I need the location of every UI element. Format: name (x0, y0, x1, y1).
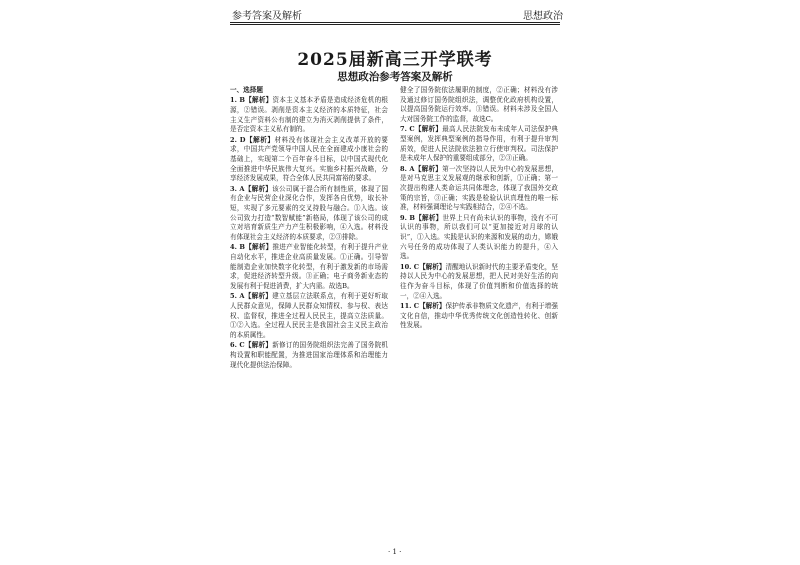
answer-number: 3. A (230, 184, 245, 193)
answer-text: 第一次坚持以人民为中心的发展思想，是对马克思主义发展观的继承和创新，①正确；第一次提出构建人类命运共同体理念，体现了我国外交政策的宗旨，③正确；实践是检验认识真理性的唯一标准，材料强调理论与实践相结合，②④不选。 (400, 164, 559, 212)
answer-item (230, 136, 388, 185)
analysis-tag: 【解析】 (244, 292, 273, 301)
page-number: · 1 · (388, 548, 402, 556)
answer-text: 推进产业智能化转型，有利于提升产业自动化水平，推进企业高质量发展。①正确。引导智能制造企业加快数字化转型，有利于激发新的市场需求，促进经济转型升级。③正确；电子商务新业态的发展有利于促进消费，扩大内需。故选B。 (230, 243, 389, 291)
answer-number: 6. C (230, 341, 245, 350)
analysis-tag: 【解析】 (414, 125, 443, 134)
answer-text: 保护传承非物质文化遗产，有利于增强文化自信，推动中华优秀传统文化创造性转化、创新性发展。 (400, 301, 559, 330)
right-column (400, 86, 558, 332)
header-left: 参考答案及解析 (232, 11, 302, 22)
answer-number: 4. B (230, 243, 245, 252)
analysis-tag: 【解析】 (414, 213, 443, 222)
answer-item (400, 214, 558, 263)
answer-number: 7. C (400, 125, 415, 134)
header-right: 思想政治 (523, 11, 563, 22)
answer-number: 5. A (230, 292, 245, 301)
answer-text: 世界上只有尚未认识的事物，没有不可认识的事物，所以我们可以“更加接近对月球的认识”，①入选。实践是认识的来源和发展的动力，嫦娥六号任务的成功体现了人类认识能力的提升，④入选。 (400, 213, 559, 261)
analysis-tag: 【解析】 (244, 341, 273, 350)
answer-number: 8. A (400, 164, 415, 173)
page-subtitle: 思想政治参考答案及解析 (337, 71, 453, 83)
left-column-items (230, 96, 388, 370)
answer-number: 9. B (400, 213, 415, 222)
answer-number: 2. D (230, 135, 246, 144)
answer-text: 清醒地认识新时代的主要矛盾变化，坚持以人民为中心的发展思想，把人民对美好生活的向往作为奋斗目标，体现了价值判断和价值选择的统一，②④入选。 (400, 262, 559, 300)
answer-number: 1. B (230, 96, 245, 105)
header-rule-secondary (230, 24, 560, 25)
answer-item (230, 341, 388, 370)
analysis-tag: 【解析】 (245, 135, 275, 144)
answer-item (230, 96, 388, 135)
answer-number: 11. C (400, 301, 420, 310)
answer-item (230, 185, 388, 243)
answer-number: 10. C (400, 262, 420, 271)
answer-item (230, 292, 388, 341)
answer-item (400, 125, 558, 164)
page-title: 2025届新高三开学联考 (297, 50, 493, 70)
analysis-tag: 【解析】 (414, 164, 443, 173)
section-heading: 一、选择题 (230, 86, 263, 94)
answer-text: 建立基层立法联系点，有利于更好听取人民群众意见，保障人民群众知情权、参与权、表达权、监督权，推进全过程人民民主，提高立法质量。①②入选。全过程人民民主是我国社会主义民主政治的本质属性。 (230, 292, 389, 340)
answer-text: 最高人民法院发布未成年人司法保护典型案例，发挥典型案例的指导作用，有利于提升审判质效，促进人民法院依法独立行使审判权。司法保护是未成年人保护的重要组成部分，②③正确。 (400, 125, 559, 163)
answer-text: 该公司属于混合所有制性质，体现了国有企业与民营企业深化合作，发挥各自优势，取长补短，实现了多元要素的交叉持股与融合。①入选。该公司致力打造“数智赋能”新格局，体现了该公司的成立对培育新质生产力产生积极影响，④入选。材料没有体现社会主义经济的本质要求，②③排除。 (230, 184, 389, 242)
answer-item (400, 302, 558, 331)
answer-text: 资本主义基本矛盾是造成经济危机的根源，②错误。剥削是资本主义经济的本质特征，社会主义生产资料公有制的建立为消灭剥削提供了条件，是否定资本主义私有制的。 (230, 96, 389, 134)
answer-item (400, 263, 558, 302)
answer-item (400, 165, 558, 214)
answer-text: 材料没有体现社会主义改革开放的要求，中国共产党领导中国人民在全面建成小康社会的基础上，实现第二个百年奋斗目标，以中国式现代化全面推进中华民族伟大复兴。实施乡村振兴战略，分享经济发展成果，符合全体人民共同富裕的要求。 (230, 135, 388, 183)
analysis-tag: 【解析】 (419, 262, 446, 271)
left-column (230, 86, 388, 371)
header-rule (230, 22, 560, 23)
analysis-tag: 【解析】 (244, 96, 273, 105)
answer-item (230, 243, 388, 292)
answer-text: 健全了国务院依法履职的制度，②正确；材料没有涉及通过修订国务院组织法，调整优化政府机构设置，以提高国务院运行效率。③错误。材料未涉及全国人大对国务院工作的监督，故选C。 (400, 86, 558, 124)
answer-item (400, 86, 558, 125)
analysis-tag: 【解析】 (244, 243, 273, 252)
analysis-tag: 【解析】 (244, 184, 273, 193)
right-column-items (400, 86, 558, 331)
analysis-tag: 【解析】 (419, 301, 446, 310)
answer-text: 新修订的国务院组织法完善了国务院机构设置和职能配置，为推进国家治理体系和治理能力现代化提供法治保障。 (230, 341, 389, 369)
